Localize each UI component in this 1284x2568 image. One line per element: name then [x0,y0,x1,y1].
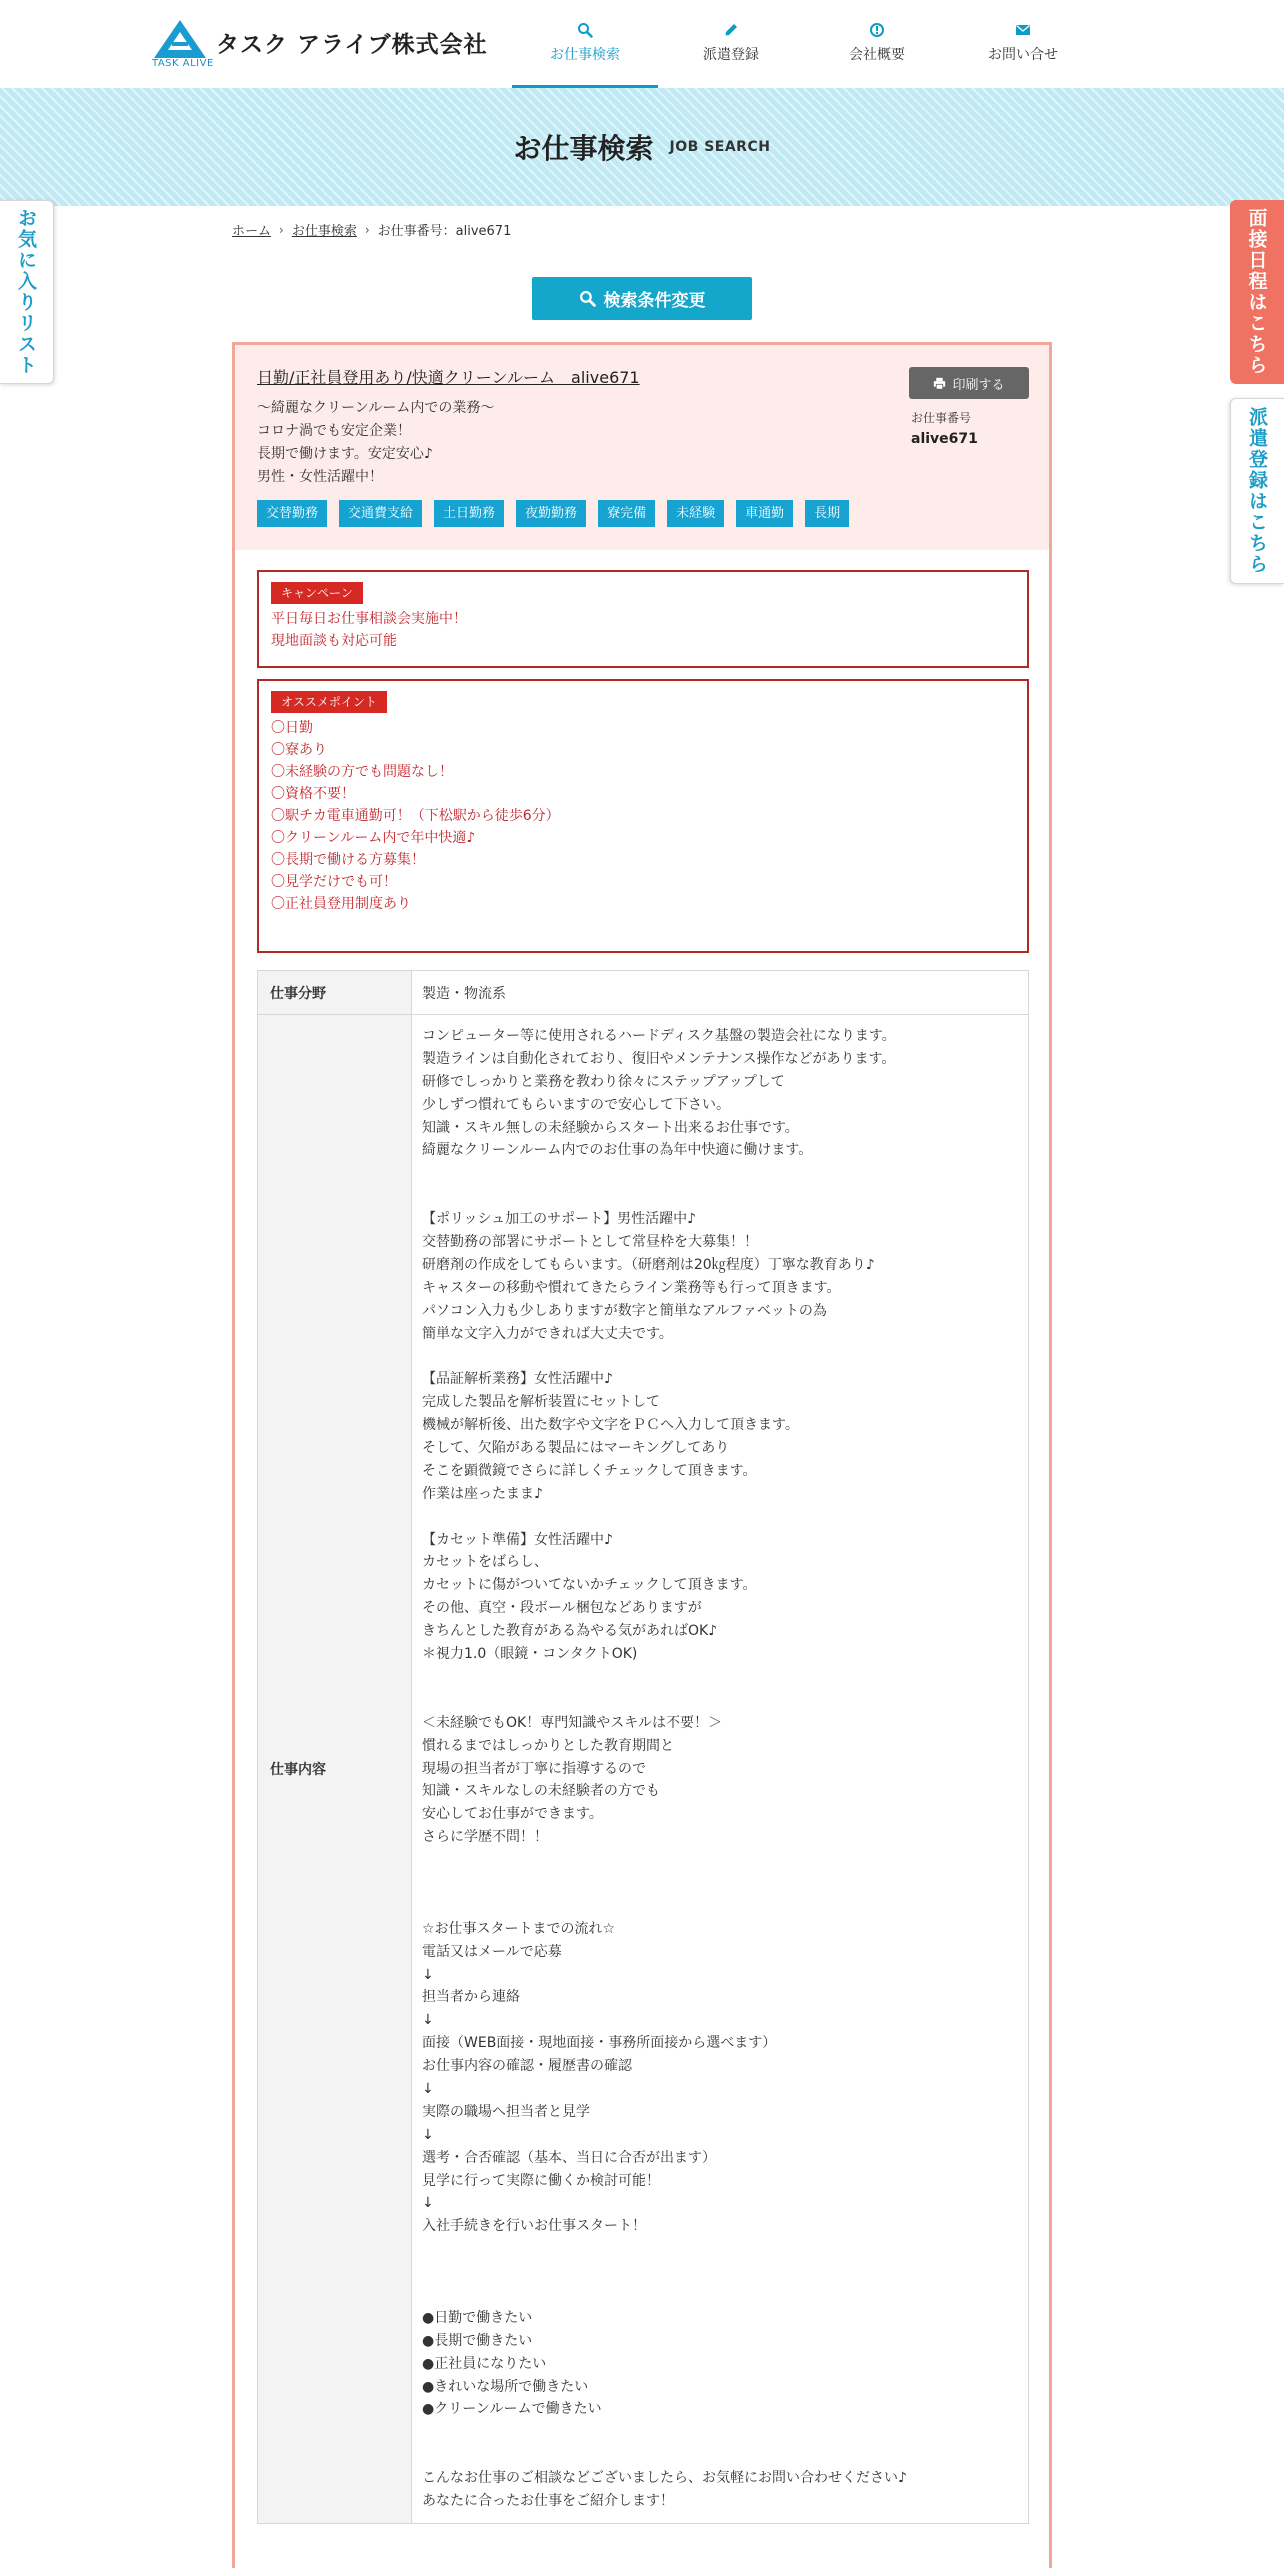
recommend-line: 〇正社員登用制度あり [271,896,411,912]
description-line [422,1345,1018,1368]
campaign-label: キャンペーン [271,582,363,604]
description-line: 交替勤務の部署にサポートとして常昼枠を大募集！！ [422,1234,758,1251]
job-title-link[interactable]: 日勤/正社員登用あり/快適クリーンルーム alive671 [257,368,640,387]
description-line: ●クリーンルームで働きたい [422,2401,602,2418]
recommend-line: 〇長期で働ける方募集！ [271,852,425,868]
description-line [422,2421,1018,2444]
description-line: 綺麗なクリーンルーム内でのお仕事の為年中快適に働けます。 [422,1142,813,1159]
description-line: 慣れるまではしっかりとした教育期間と [422,1737,674,1754]
job-card [232,342,1052,2568]
campaign-line: 平日毎日お仕事相談会実施中！ [271,611,467,627]
description-line [422,1689,1018,1712]
job-tag: 夜勤勤務 [516,500,586,527]
job-tag: 交通費支給 [339,500,422,527]
nav-label: お問い合せ [988,46,1058,63]
job-card-header [235,345,1049,550]
description-line: 知識・スキルなしの未経験者の方でも [422,1783,660,1800]
description-line: 【カセット準備】女性活躍中♪ [422,1531,613,1548]
job-tag: 車通勤 [736,500,793,527]
description-line: 入社手続きを行いお仕事スタート！ [422,2218,646,2235]
nav-label: 会社概要 [849,46,905,63]
print-button-label: 印刷する [952,377,1005,393]
description-line: ↓ [422,2012,434,2029]
description-line [422,1666,1018,1689]
recommend-line: 〇駅チカ電車通勤可！（下松駅から徒歩6分） [271,808,560,824]
job-tags [257,500,849,527]
printer-icon [933,377,946,390]
print-button[interactable] [909,367,1029,399]
description-line [422,2238,1018,2261]
description-line: 研磨剤の作成をしてもらいます。（研磨剤は20㎏程度）丁寧な教育あり♪ [422,1256,875,1273]
job-tag: 寮完備 [598,500,655,527]
page-hero [0,88,1284,206]
favorites-tab-label: お気に入りリスト [15,208,37,376]
description-line: カセットをばらし、 [422,1554,548,1571]
description-line: そして、欠陥がある製品にはマーキングしてあり [422,1440,730,1457]
description-line: ↓ [422,2080,434,2097]
job-lead-line: 男性・女性活躍中！ [257,469,383,485]
description-line: ☆お仕事スタートまでの流れ☆ [422,1920,616,1937]
interview-schedule-label: 面接日程はこちら [1245,208,1268,376]
envelope-icon [1015,22,1031,38]
description-line [422,1872,1018,1895]
description-line: 【品証解析業務】女性活躍中♪ [422,1371,613,1388]
logo-text: タスク アライブ株式会社 [216,32,488,58]
description-line [422,2444,1018,2467]
recommend-line: 〇クリーンルーム内で年中快適♪ [271,830,476,846]
change-search-button[interactable] [532,277,752,320]
description-line [422,1162,1018,1185]
description-line [422,1895,1018,1918]
description-line [422,1506,1018,1529]
recommend-line: 〇未経験の方でも問題なし！ [271,764,453,780]
chevron-right-icon: › [364,222,370,237]
description-line: 製造ラインは自動化されており、復旧やメンテナンス操作などがあります。 [422,1050,896,1067]
recommend-line: 〇日勤 [271,720,313,736]
description-line: 担当者から連絡 [422,1989,520,2006]
company-logo[interactable] [152,18,488,72]
description-line: ●日勤で働きたい [422,2309,533,2326]
recommend-label: オススメポイント [271,691,387,713]
page-subtitle: JOB SEARCH [669,139,771,155]
breadcrumb-current: お仕事番号：alive671 [377,224,512,239]
job-tag: 長期 [805,500,849,527]
nav-item-company[interactable] [804,0,950,88]
recommend-line: 〇見学だけでも可！ [271,874,397,890]
interview-schedule-tab[interactable] [1230,200,1284,384]
breadcrumb-job-search[interactable]: お仕事検索 [291,224,357,239]
description-line: お仕事内容の確認・履歴書の確認 [422,2058,632,2075]
job-description [422,1025,1018,2513]
description-line: キャスターの移動や慣れてきたらライン業務等も行って頂きます。 [422,1279,841,1296]
description-line: その他、真空・段ボール梱包などありますが [422,1600,702,1617]
description-line: 完成した製品を解析装置にセットして [422,1394,660,1411]
change-search-label: 検索条件変更 [603,291,706,311]
table-row [258,971,1029,1015]
campaign-line: 現地面談も対応可能 [271,633,397,649]
description-line [422,1849,1018,1872]
job-detail-table [257,970,1029,2524]
description-line: 電話又はメールで応募 [422,1943,562,1960]
description-line: 面接（WEB面接・現地面接・事務所面接から選べます） [422,2035,777,2052]
recommend-line: 〇寮あり [271,742,327,758]
page-title: お仕事検索 [513,132,654,165]
description-line: ＜未経験でもOK！専門知識やスキルは不要！＞ [422,1714,723,1731]
description-line: カセットに傷がついてないかチェックして頂きます。 [422,1577,757,1594]
pencil-icon [723,22,739,38]
description-line: ＊視力1.0（眼鏡・コンタクトOK) [422,1646,638,1663]
nav-item-registration[interactable] [658,0,804,88]
category-label: 仕事分野 [258,971,412,1015]
job-tag: 未経験 [667,500,724,527]
job-lead-line: 長期で働けます。安定安心♪ [257,446,433,462]
description-line: 簡単な文字入力ができれば大丈夫です。 [422,1325,673,1342]
search-icon [579,290,596,307]
description-line: そこを顕微鏡でさらに詳しくチェックして頂きます。 [422,1462,757,1479]
description-line: 見学に行って実際に働くか検討可能！ [422,2172,660,2189]
job-lead-line: ～綺麗なクリーンルーム内での業務～ [257,400,495,416]
search-icon [577,22,593,38]
description-line: ↓ [422,2195,434,2212]
breadcrumb-home[interactable]: ホーム [232,224,272,239]
description-line: 実際の職場へ担当者と見学 [422,2103,590,2120]
description-line: ↓ [422,2126,434,2143]
description-line [422,1185,1018,1208]
register-tab-label: 派遣登録はこちら [1246,407,1268,575]
description-line: 機械が解析後、出た数字や文字をＰＣへ入力して頂きます。 [422,1417,799,1434]
job-number-value: alive671 [911,431,978,447]
recommend-box [257,679,1029,953]
description-line: こんなお仕事のご相談などございましたら、お気軽にお問い合わせください♪ [422,2470,907,2487]
description-line: ↓ [422,1966,434,1983]
description-line: ●きれいな場所で働きたい [422,2378,589,2395]
job-lead [257,397,494,489]
nav-label: 派遣登録 [703,46,759,63]
description-line: ●長期で働きたい [422,2332,533,2349]
description-line: さらに学歴不問！！ [422,1829,548,1846]
description-line: コンピューター等に使用されるハードディスク基盤の製造会社になります。 [422,1028,896,1044]
nav-item-contact[interactable] [950,0,1096,88]
category-value: 製造・物流系 [412,971,1029,1015]
description-line: ●正社員になりたい [422,2355,547,2372]
nav-item-job-search[interactable] [512,0,658,88]
description-line: 研修でしっかりと業務を教わり徐々にステップアップして [422,1073,785,1090]
description-line [422,2284,1018,2307]
description-line: 選考・合否確認（基本、当日に合否が出ます） [422,2149,716,2166]
content-value [412,1015,1029,2524]
recommend-line: 〇資格不要！ [271,786,355,802]
nav-label: お仕事検索 [550,46,620,63]
register-tab[interactable] [1230,398,1284,584]
main-nav [512,0,1096,88]
job-lead-line: コロナ渦でも安定企業！ [257,423,411,439]
logo-subtext: TASK ALIVE [152,58,214,69]
description-line: 作業は座ったまま♪ [422,1485,543,1502]
info-circle-icon [869,22,885,38]
description-line: 【ポリッシュ加工のサポート】男性活躍中♪ [422,1211,697,1228]
description-line: 安心してお仕事ができます。 [422,1806,603,1823]
description-line [422,2261,1018,2284]
favorites-tab[interactable] [0,200,54,384]
description-line: きちんとした教育がある為やる気があればOK♪ [422,1623,718,1640]
description-line: 少しずつ慣れてもらいますので安心して下さい。 [422,1096,730,1113]
description-line: あなたに合ったお仕事をご紹介します！ [422,2493,674,2509]
job-tag: 土日勤務 [434,500,504,527]
site-header [0,0,1284,88]
table-row [258,1015,1029,2524]
chevron-right-icon: › [279,222,284,237]
campaign-box [257,570,1029,668]
breadcrumb [232,220,511,239]
description-line: パソコン入力も少しありますが数字と簡単なアルファベットの為 [422,1302,827,1319]
content-label: 仕事内容 [258,1015,412,2524]
job-number-label: お仕事番号 [911,411,972,425]
job-tag: 交替勤務 [257,500,327,527]
description-line: 知識・スキル無しの未経験からスタート出来るお仕事です。 [422,1119,799,1136]
description-line: 現場の担当者が丁寧に指導するので [422,1760,646,1777]
